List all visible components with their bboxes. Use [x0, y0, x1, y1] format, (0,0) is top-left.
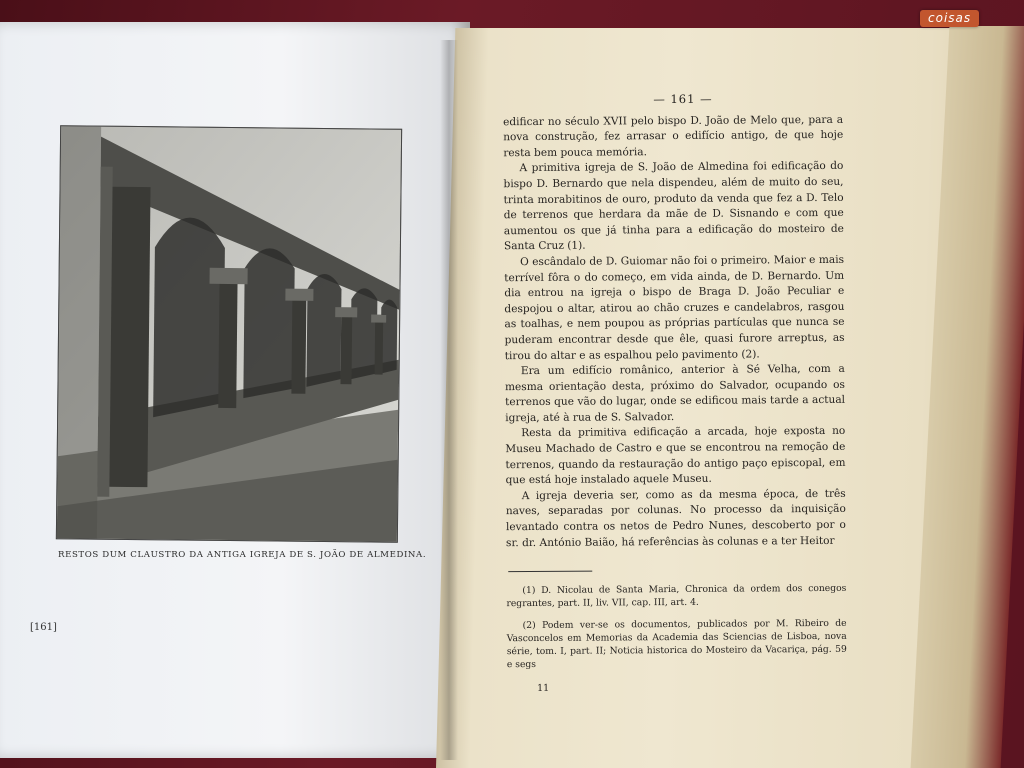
paragraph: edificar no século XVII pelo bispo D. João de Melo que, para a nova construção, fez arrasar o edifício antigo, de que hoje resta bem pouca memória. — [503, 113, 844, 159]
photo-caption: RESTOS DUM CLAUSTRO DA ANTIGA IGREJA DE S. JOÃO DE ALMEDINA. — [58, 550, 427, 560]
footnote: (2) Podem ver-se os documentos, publicados por M. Ribeiro de Vasconcelos em Memorias da Academia das Sciencias de Lisboa, nova série, tom. I, part. II; Noticia historica do Mosteiro da Vacariça, pág. 59 e segs — [506, 618, 847, 671]
paragraph: A igreja deveria ser, como as da mesma época, de três naves, separadas por colunas. No processo da inquisição levantado contra os netos de Pedro Nunes, descoberto por o sr. dr. António Baião, há referências às colunas e a ter Heitor — [505, 487, 846, 549]
signature-mark: 11 — [537, 682, 550, 694]
right-page-text — [503, 91, 847, 697]
left-folio: [161] — [30, 622, 57, 633]
cloister-photo-plate — [56, 125, 402, 543]
watermark-logo: coisas — [920, 10, 979, 27]
page-number: — 161 — — [653, 91, 713, 107]
paragraph: Resta da primitiva edificação a arcada, hoje exposta no Museu Machado de Castro e que se encontrou na remoção de terrenos, quando da restauração do antigo paço episcopal, em que está hoje instalado aquele Museu. — [505, 425, 846, 487]
footnote-rule — [508, 571, 592, 573]
paragraph: A primitiva igreja de S. João de Almedina foi edificação do bispo D. Bernardo que nela dispendeu, além de muito do seu, trinta morabitinos de ouro, produto da venda que fez a D. Telo de terrenos que herdara da mãe de D. Sisnando e com que aumentou os que já tinha para a edificação do mosteiro de Santa Cruz (1). — [503, 160, 844, 253]
paragraph: Era um edifício românico, anterior à Sé Velha, com a mesma orientação desta, próximo do Salvador, ocupando os terrenos que vão do lugar, onde se edificou mais tarde a actual igreja, até à rua de S. Salvador. — [504, 362, 846, 425]
footnote: (1) D. Nicolau de Santa Maria, Chronica da ordem dos conegos regrantes, part. II, liv. VII, cap. III, art. 4. — [506, 583, 847, 610]
paragraph: O escândalo de D. Guiomar não foi o primeiro. Maior e mais terrível fôra o do começo, em vida ainda, de D. Bernardo. Um dia entrou na igreja o bispo de Braga D. João Peculiar e despojou o altar, atirou ao chão cruzes e candelabros, rasgou as toalhas, e nem poupou as próprias partículas que nunca se puderam encontrar desde que êle, quasi furore arreptus, as tirou do altar e as espalhou pelo pavimento (2). — [504, 253, 845, 362]
cloister-photo — [57, 126, 401, 542]
left-page — [0, 22, 470, 758]
book-gutter — [440, 40, 458, 760]
